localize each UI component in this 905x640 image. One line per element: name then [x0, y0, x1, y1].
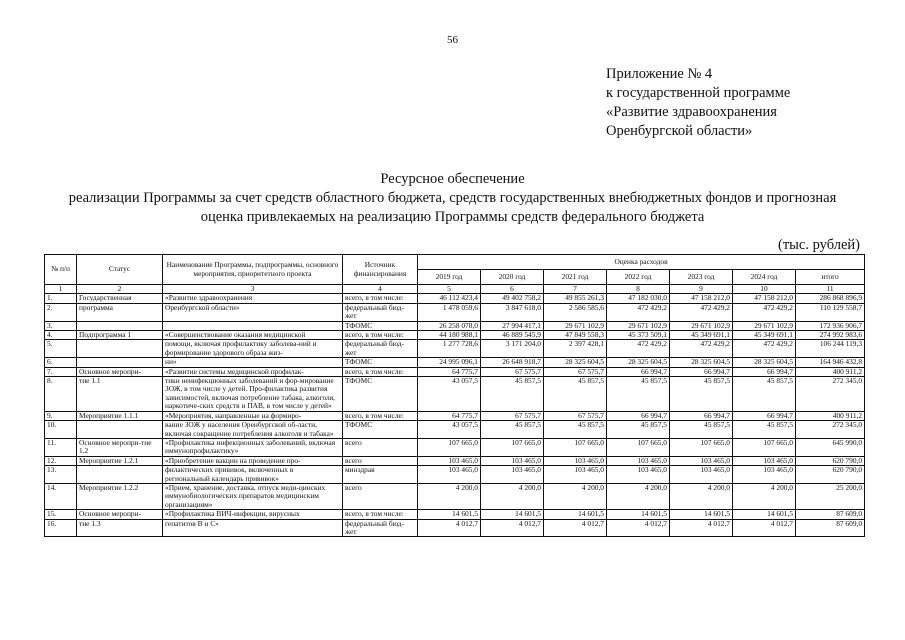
- row-value: 107 665,0: [607, 438, 670, 456]
- row-value: 3 847 618,0: [481, 303, 544, 321]
- row-value: 25 200,0: [796, 483, 865, 509]
- row-number: 2.: [45, 303, 77, 321]
- row-value: 107 665,0: [481, 438, 544, 456]
- header-source: Источник финансирования: [343, 255, 418, 285]
- table-row: [45, 466, 865, 484]
- row-source: всего, в том числе:: [343, 411, 418, 420]
- row-value: 66 994,7: [670, 367, 733, 376]
- row-value: 28 325 604,5: [733, 358, 796, 367]
- table-row: [45, 483, 865, 509]
- row-value: 645 990,0: [796, 438, 865, 456]
- document-title: [0, 170, 905, 227]
- row-status: Мероприятие 1.1.1: [77, 411, 163, 420]
- row-value: 103 465,0: [481, 466, 544, 484]
- row-value: 29 671 102,9: [733, 321, 796, 330]
- column-number: 4: [343, 285, 418, 294]
- row-source: всего, в том числе:: [343, 367, 418, 376]
- row-name: филактических прививок, включенных в региональный календарь прививок»: [163, 466, 343, 484]
- row-value: 45 857,5: [544, 421, 607, 439]
- row-value: 46 112 423,4: [418, 294, 481, 303]
- row-value: 472 429,2: [670, 340, 733, 358]
- table-row: [45, 340, 865, 358]
- table-row: [45, 421, 865, 439]
- row-value: 43 057,5: [418, 421, 481, 439]
- row-value: 103 465,0: [544, 466, 607, 484]
- row-value: 45 857,5: [607, 421, 670, 439]
- row-value: 107 665,0: [670, 438, 733, 456]
- row-value: 4 012,7: [607, 519, 670, 537]
- row-value: 14 601,5: [481, 510, 544, 519]
- table-row: [45, 367, 865, 376]
- row-source: федеральный бюд-жет: [343, 340, 418, 358]
- table-row: [45, 294, 865, 303]
- row-value: 49 855 261,3: [544, 294, 607, 303]
- row-value: 14 601,5: [670, 510, 733, 519]
- row-value: 103 465,0: [670, 456, 733, 465]
- row-status: [77, 358, 163, 367]
- row-source: ТФОМС: [343, 358, 418, 367]
- row-value: 45 349 691,1: [670, 331, 733, 340]
- appendix-line: Приложение № 4: [606, 66, 713, 82]
- row-value: 272 345,0: [796, 377, 865, 412]
- row-value: 87 609,0: [796, 519, 865, 537]
- column-number: 7: [544, 285, 607, 294]
- row-source: всего, в том числе:: [343, 331, 418, 340]
- row-value: 172 936 906,7: [796, 321, 865, 330]
- header-year: 2019 год: [418, 270, 481, 285]
- title-line: реализации Программы за счет средств областного бюджета, средств государственных внебюджетных фондов и прогнозная: [68, 190, 837, 206]
- row-value: 49 402 758,2: [481, 294, 544, 303]
- row-name: Оренбургской области»: [163, 303, 343, 321]
- row-name: «Развитие системы медицинской профилак-: [163, 367, 343, 376]
- row-value: 164 946 432,8: [796, 358, 865, 367]
- row-value: 620 790,0: [796, 466, 865, 484]
- row-value: 45 857,5: [733, 377, 796, 412]
- row-value: 4 200,0: [607, 483, 670, 509]
- row-status: Мероприятие 1.2.1: [77, 456, 163, 465]
- header-year: 2021 год: [544, 270, 607, 285]
- row-value: 620 790,0: [796, 456, 865, 465]
- row-value: 110 129 558,7: [796, 303, 865, 321]
- row-value: 45 857,5: [481, 421, 544, 439]
- row-name: гепатитов В и С»: [163, 519, 343, 537]
- header-year: 2024 год: [733, 270, 796, 285]
- row-name: тики неинфекционных заболеваний и фор-мирование ЗОЖ, в том числе у детей. Про-филактика развития зависимостей, включая потребление табака, алкоголя, наркотиче-ских средств и ПАВ, в том числе у детей»: [163, 377, 343, 412]
- row-value: 66 994,7: [607, 411, 670, 420]
- row-number: 12.: [45, 456, 77, 465]
- row-value: 1 478 059,6: [418, 303, 481, 321]
- row-value: 28 325 604,5: [670, 358, 733, 367]
- row-value: 14 601,5: [418, 510, 481, 519]
- row-value: 4 012,7: [418, 519, 481, 537]
- row-value: 103 465,0: [607, 456, 670, 465]
- table-row: [45, 510, 865, 519]
- row-source: федеральный бюд-жет: [343, 303, 418, 321]
- row-value: 45 373 509,1: [607, 331, 670, 340]
- row-value: 46 889 545,9: [481, 331, 544, 340]
- appendix-block: [606, 65, 790, 141]
- row-value: 64 775,7: [418, 411, 481, 420]
- row-value: 2 586 585,6: [544, 303, 607, 321]
- row-status: Государственная: [77, 294, 163, 303]
- row-name: «Мероприятия, направленные на формиро-: [163, 411, 343, 420]
- column-number: 1: [45, 285, 77, 294]
- page-number: 56: [447, 34, 458, 46]
- row-number: 4.: [45, 331, 77, 340]
- row-value: 29 671 102,9: [607, 321, 670, 330]
- column-number: 8: [607, 285, 670, 294]
- row-value: 4 200,0: [418, 483, 481, 509]
- row-value: 107 665,0: [418, 438, 481, 456]
- row-value: 67 575,7: [481, 411, 544, 420]
- row-value: 45 857,5: [544, 377, 607, 412]
- column-number: 9: [670, 285, 733, 294]
- row-status: тие 1.1: [77, 377, 163, 412]
- header-estimate: Оценка расходов: [418, 255, 865, 270]
- row-value: 47 158 212,0: [670, 294, 733, 303]
- row-value: 103 465,0: [607, 466, 670, 484]
- row-source: ТФОМС: [343, 321, 418, 330]
- header-num: № п/п: [45, 255, 77, 285]
- row-value: 4 012,7: [670, 519, 733, 537]
- row-name: «Развитие здравоохранения: [163, 294, 343, 303]
- appendix-line: «Развитие здравоохранения: [606, 104, 777, 120]
- row-source: всего: [343, 438, 418, 456]
- row-value: 107 665,0: [733, 438, 796, 456]
- row-value: 103 465,0: [670, 466, 733, 484]
- table-row: [45, 456, 865, 465]
- row-number: 8.: [45, 377, 77, 412]
- row-status: Основное меропри-: [77, 367, 163, 376]
- table-row: [45, 377, 865, 412]
- row-name: «Профилактика ВИЧ-инфекции, вирусных: [163, 510, 343, 519]
- appendix-line: Оренбургской области»: [606, 123, 753, 139]
- row-value: 29 671 102,9: [670, 321, 733, 330]
- row-value: 14 601,5: [733, 510, 796, 519]
- row-value: 103 465,0: [733, 466, 796, 484]
- row-number: 10.: [45, 421, 77, 439]
- row-value: 4 200,0: [481, 483, 544, 509]
- row-name: помощи, включая профилактику заболева-ний и формирование здорового образа жиз-: [163, 340, 343, 358]
- row-value: 4 200,0: [544, 483, 607, 509]
- row-value: 472 429,2: [733, 303, 796, 321]
- row-value: 26 648 918,7: [481, 358, 544, 367]
- table-body: [45, 294, 865, 537]
- row-value: 66 994,7: [607, 367, 670, 376]
- column-number: 10: [733, 285, 796, 294]
- row-value: 67 575,7: [544, 411, 607, 420]
- column-number: 5: [418, 285, 481, 294]
- row-value: 87 609,0: [796, 510, 865, 519]
- row-source: ТФОМС: [343, 377, 418, 412]
- row-value: 67 575,7: [544, 367, 607, 376]
- title-line: оценка привлекаемых на реализацию Программы средств федерального бюджета: [200, 209, 705, 225]
- row-number: 9.: [45, 411, 77, 420]
- row-value: 106 244 119,3: [796, 340, 865, 358]
- row-source: всего: [343, 456, 418, 465]
- row-value: 103 465,0: [418, 466, 481, 484]
- row-name: «Прием, хранение, доставка, отпуск меди-цинских иммунобиологических препаратов медицинским организациям»: [163, 483, 343, 509]
- row-value: 286 868 896,9: [796, 294, 865, 303]
- row-value: 472 429,2: [733, 340, 796, 358]
- header-year: 2022 год: [607, 270, 670, 285]
- row-value: 66 994,7: [733, 367, 796, 376]
- table-row: [45, 519, 865, 537]
- row-value: 47 849 558,3: [544, 331, 607, 340]
- column-number: 3: [163, 285, 343, 294]
- row-number: 11.: [45, 438, 77, 456]
- column-number: 11: [796, 285, 865, 294]
- row-source: федеральный бюд-жет: [343, 519, 418, 537]
- row-name: вание ЗОЖ у населения Оренбургской об-ласти, включая сокращение потребления алкоголя и табака»: [163, 421, 343, 439]
- header-status: Статус: [77, 255, 163, 285]
- row-value: 4 200,0: [733, 483, 796, 509]
- row-source: всего, в том числе:: [343, 510, 418, 519]
- row-source: ТФОМС: [343, 421, 418, 439]
- row-value: 45 857,5: [607, 377, 670, 412]
- row-value: 43 057,5: [418, 377, 481, 412]
- row-status: программа: [77, 303, 163, 321]
- row-value: 272 345,0: [796, 421, 865, 439]
- row-value: 472 429,2: [670, 303, 733, 321]
- row-value: 4 012,7: [544, 519, 607, 537]
- row-value: 67 575,7: [481, 367, 544, 376]
- row-name: «Совершенствование оказания медицинской: [163, 331, 343, 340]
- row-number: 3.: [45, 321, 77, 330]
- row-value: 28 325 604,5: [544, 358, 607, 367]
- row-name: «Профилактика инфекционных заболеваний, включая иммунопрофилактику»: [163, 438, 343, 456]
- row-value: 1 277 728,6: [418, 340, 481, 358]
- row-number: 16.: [45, 519, 77, 537]
- row-number: 13.: [45, 466, 77, 484]
- row-value: 26 258 078,0: [418, 321, 481, 330]
- row-number: 7.: [45, 367, 77, 376]
- row-value: 4 012,7: [733, 519, 796, 537]
- row-status: [77, 321, 163, 330]
- row-value: 14 601,5: [544, 510, 607, 519]
- row-value: 24 995 096,1: [418, 358, 481, 367]
- row-value: 400 911,2: [796, 367, 865, 376]
- table-row: [45, 358, 865, 367]
- row-source: всего: [343, 483, 418, 509]
- appendix-line: к государственной программе: [606, 85, 791, 101]
- row-name: [163, 321, 343, 330]
- row-value: 27 994 417,1: [481, 321, 544, 330]
- row-value: 4 012,7: [481, 519, 544, 537]
- column-number: 6: [481, 285, 544, 294]
- row-status: Основное меропри-тие 1.2: [77, 438, 163, 456]
- row-value: 274 992 983,6: [796, 331, 865, 340]
- row-value: 4 200,0: [670, 483, 733, 509]
- row-number: 14.: [45, 483, 77, 509]
- header-year: 2020 год: [481, 270, 544, 285]
- table-row: [45, 321, 865, 330]
- row-value: 3 171 204,0: [481, 340, 544, 358]
- row-status: Мероприятие 1.2.2: [77, 483, 163, 509]
- table-row: [45, 438, 865, 456]
- row-status: Основное меропри-: [77, 510, 163, 519]
- units-label: (тыс. рублей): [778, 237, 860, 253]
- header-year: 2023 год: [670, 270, 733, 285]
- row-value: 103 465,0: [733, 456, 796, 465]
- row-source: минздрав: [343, 466, 418, 484]
- table-row: [45, 411, 865, 420]
- title-line: Ресурсное обеспечение: [380, 171, 525, 187]
- row-number: 1.: [45, 294, 77, 303]
- row-value: 45 857,5: [670, 421, 733, 439]
- row-value: 47 182 030,0: [607, 294, 670, 303]
- row-value: 2 397 428,1: [544, 340, 607, 358]
- row-value: 103 465,0: [418, 456, 481, 465]
- row-value: 47 158 212,0: [733, 294, 796, 303]
- row-status: [77, 421, 163, 439]
- row-number: 15.: [45, 510, 77, 519]
- row-value: 28 325 604,5: [607, 358, 670, 367]
- row-value: 45 857,5: [670, 377, 733, 412]
- row-value: 66 994,7: [733, 411, 796, 420]
- column-number-row: [45, 285, 865, 294]
- header-name: Наименование Программы, подпрограммы, основного мероприятия, приоритетного проекта: [163, 255, 343, 285]
- column-number: 2: [77, 285, 163, 294]
- resource-table: [44, 254, 865, 537]
- header-total: итого: [796, 270, 865, 285]
- row-name: ни»: [163, 358, 343, 367]
- row-value: 103 465,0: [481, 456, 544, 465]
- row-status: [77, 466, 163, 484]
- row-value: 64 775,7: [418, 367, 481, 376]
- row-status: [77, 340, 163, 358]
- row-value: 44 180 988,1: [418, 331, 481, 340]
- row-value: 107 665,0: [544, 438, 607, 456]
- row-value: 45 349 691,1: [733, 331, 796, 340]
- row-source: всего, в том числе:: [343, 294, 418, 303]
- row-number: 5.: [45, 340, 77, 358]
- row-value: 472 429,2: [607, 303, 670, 321]
- row-value: 45 857,5: [733, 421, 796, 439]
- row-value: 103 465,0: [544, 456, 607, 465]
- table-row: [45, 303, 865, 321]
- row-value: 472 429,2: [607, 340, 670, 358]
- row-value: 66 994,7: [670, 411, 733, 420]
- table-row: [45, 331, 865, 340]
- row-status: тие 1.3: [77, 519, 163, 537]
- row-value: 14 601,5: [607, 510, 670, 519]
- row-status: Подпрограмма 1: [77, 331, 163, 340]
- row-value: 45 857,5: [481, 377, 544, 412]
- row-value: 400 911,2: [796, 411, 865, 420]
- row-value: 29 671 102,9: [544, 321, 607, 330]
- row-name: «Приобретение вакцин на проведение про-: [163, 456, 343, 465]
- row-number: 6.: [45, 358, 77, 367]
